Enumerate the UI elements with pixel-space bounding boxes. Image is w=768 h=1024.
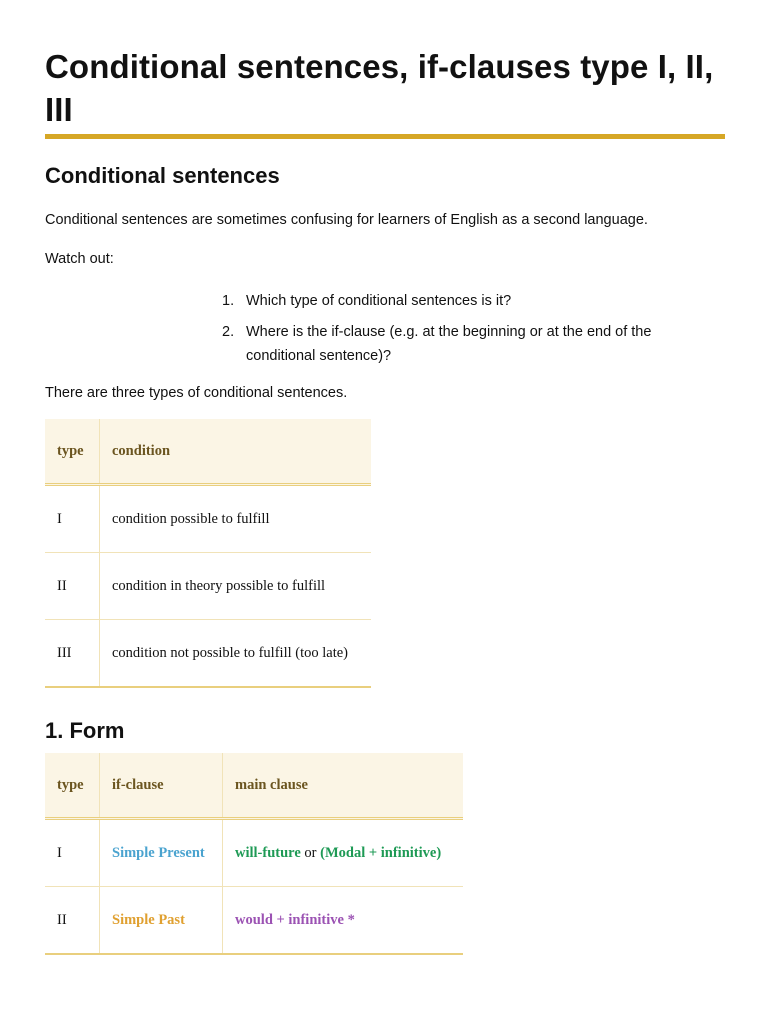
page-title: Conditional sentences, if-clauses type I, II, III [45, 48, 714, 128]
type-cell: I [45, 819, 100, 887]
table-row [45, 553, 371, 620]
list-item-number: 1. [222, 293, 235, 309]
condition-cell: condition not possible to fulfill (too late) [100, 620, 372, 688]
column-header-type: type [45, 753, 100, 819]
would-infinitive-label: would + infinitive * [235, 911, 355, 928]
if-clause-cell [100, 887, 223, 955]
title-divider [45, 134, 725, 139]
list-item [220, 289, 680, 313]
table-row [45, 887, 463, 955]
column-header-if-clause: if-clause [100, 753, 223, 819]
watch-out-list [220, 289, 680, 375]
list-item-number: 2. [222, 324, 235, 340]
intro-paragraph: Conditional sentences are sometimes confusing for learners of English as a second language. [45, 212, 648, 228]
conditional-types-table [45, 419, 371, 688]
table-row [45, 620, 371, 688]
form-table [45, 753, 463, 955]
type-cell: II [45, 553, 100, 620]
table-row [45, 485, 371, 553]
list-item [220, 320, 680, 368]
condition-cell: condition possible to fulfill [100, 485, 372, 553]
type-cell: III [45, 620, 100, 688]
type-cell: II [45, 887, 100, 955]
column-header-condition: condition [100, 419, 372, 485]
table-header-row [45, 753, 463, 819]
table-row [45, 819, 463, 887]
column-header-main-clause: main clause [223, 753, 464, 819]
list-item-text: Which type of conditional sentences is it? [246, 293, 512, 309]
simple-past-label: Simple Past [112, 911, 185, 928]
will-future-label: will-future [235, 844, 301, 861]
modal-infinitive-label: (Modal + infinitive) [320, 844, 442, 861]
main-clause-cell [223, 887, 464, 955]
main-clause-cell [223, 819, 464, 887]
simple-present-label: Simple Present [112, 844, 205, 861]
column-header-type: type [45, 419, 100, 485]
if-clause-cell [100, 819, 223, 887]
condition-cell: condition in theory possible to fulfill [100, 553, 372, 620]
section-heading-form: 1. Form [45, 718, 125, 743]
list-item-text: Where is the if-clause (e.g. at the beginning or at the end of the conditional sentence)? [246, 324, 652, 364]
section-heading-conditional-sentences: Conditional sentences [45, 163, 280, 188]
type-cell: I [45, 485, 100, 553]
or-connector: or [300, 844, 321, 861]
watch-out-label: Watch out: [45, 251, 114, 267]
table-header-row [45, 419, 371, 485]
three-types-paragraph: There are three types of conditional sentences. [45, 385, 348, 401]
